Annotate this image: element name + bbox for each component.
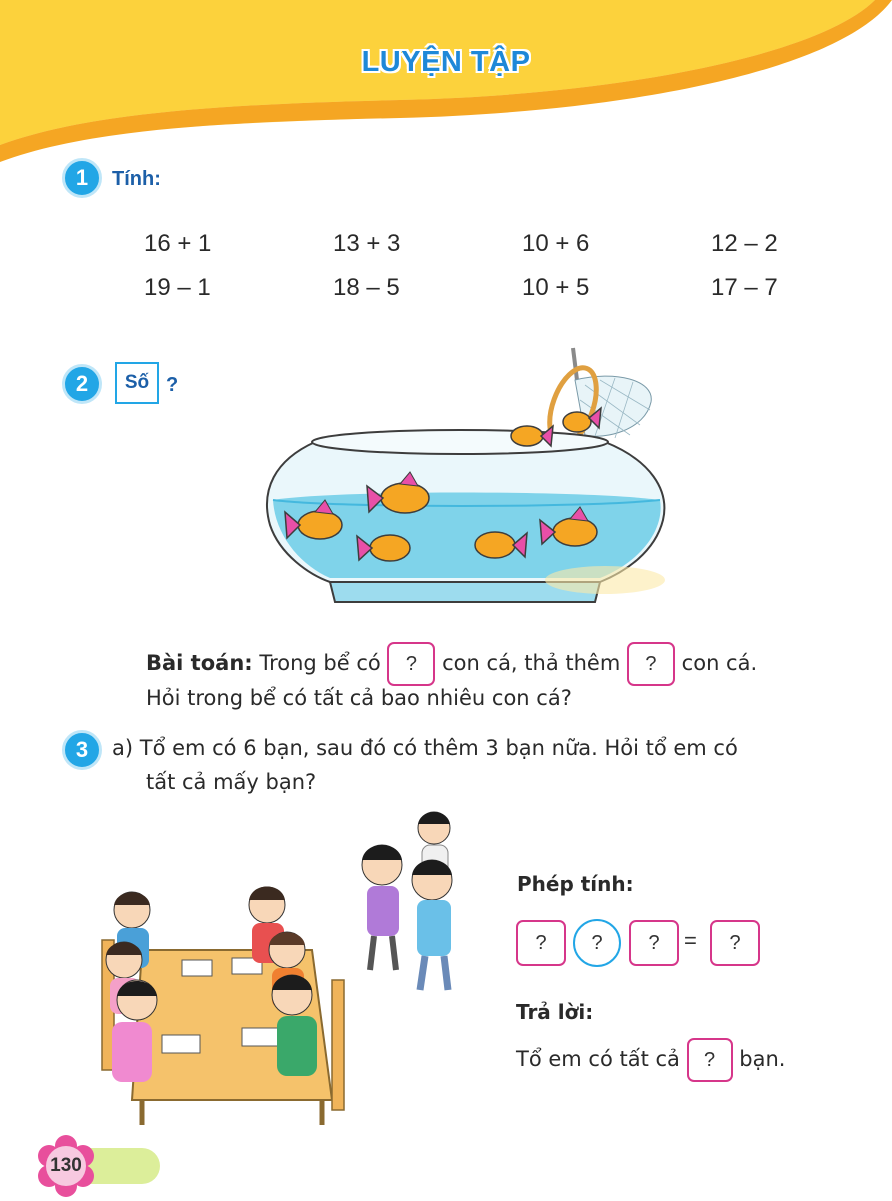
answer-text-a: Tổ em có tất cả: [516, 1047, 680, 1071]
problem-text-c: con cá.: [681, 651, 758, 675]
calc-item: 17 – 7: [711, 274, 778, 301]
calc-item: 13 + 3: [333, 230, 401, 257]
exercise-2-badge: 2: [62, 364, 102, 404]
calc-item: 16 + 1: [144, 230, 212, 257]
calc-item: 19 – 1: [144, 274, 211, 301]
child-icon: [272, 975, 317, 1076]
exercise-1-label: Tính:: [112, 168, 161, 190]
operation-result-blank[interactable]: ?: [710, 920, 760, 966]
children-reading-illustration: [82, 800, 502, 1135]
exercise-1-badge: 1: [62, 158, 102, 198]
blank-box-fish-count[interactable]: ?: [387, 642, 435, 686]
operation-blank-1[interactable]: ?: [516, 920, 566, 966]
child-icon: [412, 860, 452, 990]
problem-line-2: Hỏi trong bể có tất cả bao nhiêu con cá?: [146, 686, 572, 710]
exercise-3-line-1: a) Tổ em có 6 bạn, sau đó có thêm 3 bạn nữa. Hỏi tổ em có: [112, 736, 738, 760]
problem-label: Bài toán:: [146, 651, 253, 675]
calc-item: 18 – 5: [333, 274, 400, 301]
answer-blank[interactable]: ?: [687, 1038, 733, 1082]
problem-text-b: con cá, thả thêm: [442, 651, 621, 675]
calc-item: 10 + 6: [522, 230, 590, 257]
page-number: 130: [50, 1155, 82, 1176]
answer-text-b: bạn.: [739, 1047, 786, 1071]
operation-sign-blank[interactable]: ?: [573, 919, 621, 967]
calc-item: 10 + 5: [522, 274, 590, 301]
equals-sign: =: [684, 928, 697, 953]
problem-line-1: [146, 642, 757, 686]
fish-bowl-illustration: [255, 340, 675, 615]
answer-line: [516, 1038, 785, 1082]
operation-blank-2[interactable]: ?: [629, 920, 679, 966]
blank-box-added-fish[interactable]: ?: [627, 642, 675, 686]
page-title: LUYỆN TẬP: [361, 46, 531, 78]
so-label-box: Số: [115, 362, 159, 404]
child-icon: [112, 980, 157, 1082]
header-band: [0, 0, 892, 175]
answer-label: Trả lời:: [516, 1000, 594, 1024]
exercise-3-line-2: tất cả mấy bạn?: [146, 770, 317, 794]
so-question-mark: ?: [166, 374, 179, 396]
child-icon: [362, 845, 402, 970]
exercise-3-badge: 3: [62, 730, 102, 770]
problem-text-a: Trong bể có: [259, 651, 381, 675]
calc-item: 12 – 2: [711, 230, 778, 257]
operation-label: Phép tính:: [517, 872, 634, 896]
